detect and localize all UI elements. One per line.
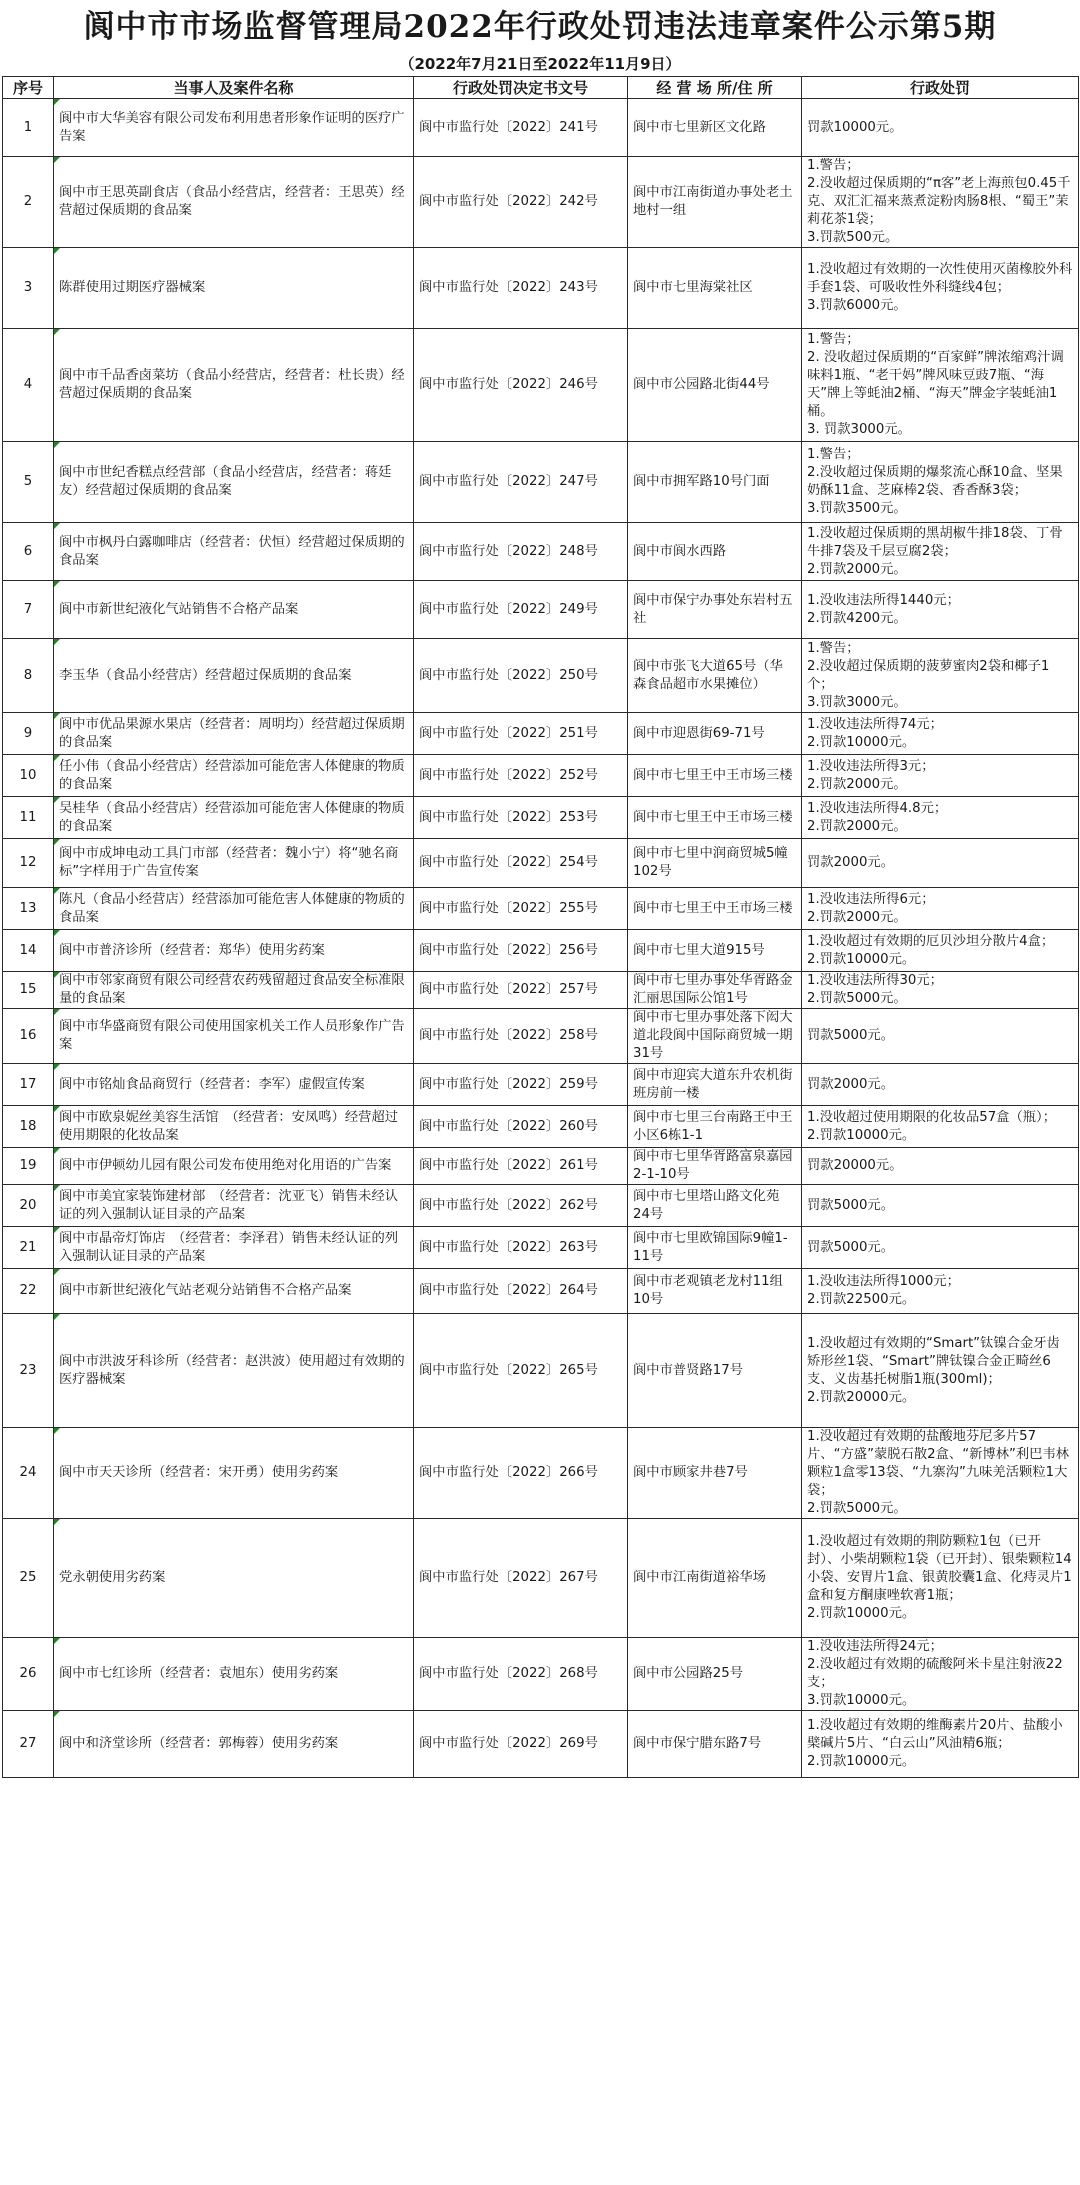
penalty-detail: 罚款5000元。 (802, 1009, 1079, 1064)
decision-number: 阆中市监行处〔2022〕249号 (414, 581, 628, 639)
case-name: 阆中市美宜家装饰建材部 （经营者：沈亚飞）销售未经认证的列入强制认证目录的产品案 (54, 1185, 414, 1227)
table-row (3, 99, 1079, 157)
business-address: 阆中市江南街道办事处老土地村一组 (628, 157, 802, 248)
column-header-location: 经 营 场 所/住 所 (628, 77, 802, 99)
business-address: 阆中市公园路北街44号 (628, 329, 802, 442)
penalty-detail: 1.没收违法所得3元； 2.罚款2000元。 (802, 755, 1079, 797)
decision-number: 阆中市监行处〔2022〕263号 (414, 1227, 628, 1269)
business-address: 阆中市七里欧锦国际9幢1-11号 (628, 1227, 802, 1269)
penalty-detail: 1.没收超过有效期的盐酸地芬尼多片57片、“方盛”蒙脱石散2盒、“新博林”利巴韦林颗粒1盒零13袋、“九寨沟”九味羌活颗粒1大袋； 2.罚款5000元。 (802, 1428, 1079, 1519)
business-address: 阆中市七里办事处落下闳大道北段阆中国际商贸城一期31号 (628, 1009, 802, 1064)
case-name: 阆中市邻家商贸有限公司经营农药残留超过食品安全标准限量的食品案 (54, 972, 414, 1009)
business-address: 阆中市张飞大道65号（华森食品超市水果摊位） (628, 639, 802, 713)
table-row (3, 248, 1079, 329)
case-name: 党永朝使用劣药案 (54, 1519, 414, 1638)
business-address: 阆中市七里办事处华胥路金汇丽思国际公馆1号 (628, 972, 802, 1009)
column-header-ref: 行政处罚决定书文号 (414, 77, 628, 99)
table-row (3, 639, 1079, 713)
business-address: 阆中市七里大道915号 (628, 930, 802, 972)
row-number: 24 (3, 1428, 54, 1519)
row-number: 2 (3, 157, 54, 248)
penalty-detail: 1.警告； 2. 没收超过保质期的“百家鲜”牌浓缩鸡汁调味料1瓶、“老干妈”牌风味豆豉7瓶、“海天”牌上等蚝油2桶、“海天”牌金字装蚝油1桶。 3. 罚款3000元。 (802, 329, 1079, 442)
table-row (3, 839, 1079, 888)
case-name: 阆中市新世纪液化气站销售不合格产品案 (54, 581, 414, 639)
penalty-detail: 1.没收违法所得30元； 2.罚款5000元。 (802, 972, 1079, 1009)
table-row (3, 1711, 1079, 1778)
case-name: 阆中市优品果源水果店（经营者：周明均）经营超过保质期的食品案 (54, 713, 414, 755)
business-address: 阆中市七里王中王市场三楼 (628, 888, 802, 930)
decision-number: 阆中市监行处〔2022〕243号 (414, 248, 628, 329)
decision-number: 阆中市监行处〔2022〕242号 (414, 157, 628, 248)
case-name: 阆中市七红诊所（经营者：袁旭东）使用劣药案 (54, 1638, 414, 1711)
decision-number: 阆中市监行处〔2022〕256号 (414, 930, 628, 972)
decision-number: 阆中市监行处〔2022〕268号 (414, 1638, 628, 1711)
penalty-detail: 1.没收违法所得6元； 2.罚款2000元。 (802, 888, 1079, 930)
row-number: 7 (3, 581, 54, 639)
table-row (3, 1227, 1079, 1269)
penalty-detail: 罚款5000元。 (802, 1185, 1079, 1227)
row-number: 12 (3, 839, 54, 888)
row-number: 9 (3, 713, 54, 755)
case-name: 阆中市王思英副食店（食品小经营店，经营者：王思英）经营超过保质期的食品案 (54, 157, 414, 248)
decision-number: 阆中市监行处〔2022〕250号 (414, 639, 628, 713)
penalty-detail: 1.警告； 2.没收超过保质期的菠萝蜜肉2袋和椰子1个； 3.罚款3000元。 (802, 639, 1079, 713)
table-row (3, 1148, 1079, 1185)
case-name: 阆中市晶帝灯饰店 （经营者：李泽君）销售未经认证的列入强制认证目录的产品案 (54, 1227, 414, 1269)
row-number: 19 (3, 1148, 54, 1185)
business-address: 阆中市七里塔山路文化苑24号 (628, 1185, 802, 1227)
row-number: 27 (3, 1711, 54, 1778)
row-number: 10 (3, 755, 54, 797)
column-header-no: 序号 (3, 77, 54, 99)
table-row (3, 581, 1079, 639)
table-row (3, 523, 1079, 581)
penalty-detail: 1.没收违法所得4.8元； 2.罚款2000元。 (802, 797, 1079, 839)
penalty-detail: 罚款20000元。 (802, 1148, 1079, 1185)
decision-number: 阆中市监行处〔2022〕257号 (414, 972, 628, 1009)
table-row (3, 797, 1079, 839)
penalty-detail: 1.没收超过保质期的黑胡椒牛排18袋、丁骨牛排7袋及千层豆腐2袋； 2.罚款2000元。 (802, 523, 1079, 581)
row-number: 26 (3, 1638, 54, 1711)
penalty-detail: 1.没收违法所得74元； 2.罚款10000元。 (802, 713, 1079, 755)
decision-number: 阆中市监行处〔2022〕253号 (414, 797, 628, 839)
case-name: 阆中市大华美容有限公司发布利用患者形象作证明的医疗广告案 (54, 99, 414, 157)
business-address: 阆中市保宁办事处东岩村五社 (628, 581, 802, 639)
business-address: 阆中市普贤路17号 (628, 1314, 802, 1428)
penalty-detail: 1.没收超过有效期的维酶素片20片、盐酸小檗碱片5片、“白云山”风油精6瓶； 2.罚款10000元。 (802, 1711, 1079, 1778)
penalty-detail: 1.没收超过有效期的“Smart”钛镍合金牙齿矫形丝1袋、“Smart”牌钛镍合金正畸丝6支、义齿基托树脂1瓶(300ml)； 2.罚款20000元。 (802, 1314, 1079, 1428)
penalty-table (2, 76, 1079, 1778)
table-row (3, 1064, 1079, 1106)
decision-number: 阆中市监行处〔2022〕267号 (414, 1519, 628, 1638)
penalty-detail: 罚款5000元。 (802, 1227, 1079, 1269)
decision-number: 阆中市监行处〔2022〕251号 (414, 713, 628, 755)
case-name: 阆中市新世纪液化气站老观分站销售不合格产品案 (54, 1269, 414, 1314)
row-number: 15 (3, 972, 54, 1009)
decision-number: 阆中市监行处〔2022〕241号 (414, 99, 628, 157)
table-header-row (3, 77, 1079, 99)
table-row (3, 442, 1079, 523)
table-row (3, 755, 1079, 797)
case-name: 阆中市伊顿幼儿园有限公司发布使用绝对化用语的广告案 (54, 1148, 414, 1185)
penalty-detail: 罚款2000元。 (802, 839, 1079, 888)
penalty-detail: 1.没收超过使用期限的化妆品57盒（瓶）； 2.罚款10000元。 (802, 1106, 1079, 1148)
row-number: 25 (3, 1519, 54, 1638)
page-subtitle: （2022年7月21日至2022年11月9日） (399, 55, 681, 73)
case-name: 阆中市成坤电动工具门市部（经营者：魏小宁）将“驰名商标”字样用于广告宣传案 (54, 839, 414, 888)
row-number: 16 (3, 1009, 54, 1064)
case-name: 阆中市欧泉妮丝美容生活馆 （经营者：安凤鸣）经营超过使用期限的化妆品案 (54, 1106, 414, 1148)
case-name: 阆中和济堂诊所（经营者：郭梅蓉）使用劣药案 (54, 1711, 414, 1778)
decision-number: 阆中市监行处〔2022〕261号 (414, 1148, 628, 1185)
penalty-detail: 1.警告； 2.没收超过保质期的“π客”老上海煎包0.45千克、双汇汇福来蒸煮淀粉肉肠8根、“蜀王”茉莉花茶1袋； 3.罚款500元。 (802, 157, 1079, 248)
case-name: 阆中市洪波牙科诊所（经营者：赵洪波）使用超过有效期的医疗器械案 (54, 1314, 414, 1428)
business-address: 阆中市七里华胥路富泉嘉园2-1-10号 (628, 1148, 802, 1185)
case-name: 阆中市铭灿食品商贸行（经营者：李军）虚假宣传案 (54, 1064, 414, 1106)
business-address: 阆中市顾家井巷7号 (628, 1428, 802, 1519)
table-row (3, 1314, 1079, 1428)
row-number: 11 (3, 797, 54, 839)
decision-number: 阆中市监行处〔2022〕264号 (414, 1269, 628, 1314)
page-title: 阆中市市场监督管理局2022年行政处罚违法违章案件公示第5期 (83, 9, 997, 45)
table-body (3, 99, 1079, 1778)
column-header-party: 当事人及案件名称 (54, 77, 414, 99)
decision-number: 阆中市监行处〔2022〕246号 (414, 329, 628, 442)
business-address: 阆中市迎恩街69-71号 (628, 713, 802, 755)
case-name: 吴桂华（食品小经营店）经营添加可能危害人体健康的物质的食品案 (54, 797, 414, 839)
table-row (3, 1269, 1079, 1314)
business-address: 阆中市阆水西路 (628, 523, 802, 581)
business-address: 阆中市江南街道裕华场 (628, 1519, 802, 1638)
case-name: 李玉华（食品小经营店）经营超过保质期的食品案 (54, 639, 414, 713)
table-row (3, 1519, 1079, 1638)
case-name: 陈群使用过期医疗器械案 (54, 248, 414, 329)
penalty-detail: 罚款2000元。 (802, 1064, 1079, 1106)
business-address: 阆中市拥军路10号门面 (628, 442, 802, 523)
penalty-detail: 1.没收违法所得24元； 2.没收超过有效期的硫酸阿米卡星注射液22支； 3.罚款10000元。 (802, 1638, 1079, 1711)
decision-number: 阆中市监行处〔2022〕266号 (414, 1428, 628, 1519)
row-number: 23 (3, 1314, 54, 1428)
business-address: 阆中市七里新区文化路 (628, 99, 802, 157)
table-row (3, 1185, 1079, 1227)
case-name: 陈凡（食品小经营店）经营添加可能危害人体健康的物质的食品案 (54, 888, 414, 930)
column-header-penalty: 行政处罚 (802, 77, 1079, 99)
case-name: 阆中市华盛商贸有限公司使用国家机关工作人员形象作广告案 (54, 1009, 414, 1064)
table-row (3, 1638, 1079, 1711)
business-address: 阆中市七里王中王市场三楼 (628, 797, 802, 839)
table-row (3, 1428, 1079, 1519)
row-number: 17 (3, 1064, 54, 1106)
row-number: 21 (3, 1227, 54, 1269)
table-row (3, 930, 1079, 972)
case-name: 阆中市世纪香糕点经营部（食品小经营店，经营者：蒋廷友）经营超过保质期的食品案 (54, 442, 414, 523)
row-number: 5 (3, 442, 54, 523)
table-row (3, 1106, 1079, 1148)
row-number: 6 (3, 523, 54, 581)
table-row (3, 1009, 1079, 1064)
decision-number: 阆中市监行处〔2022〕255号 (414, 888, 628, 930)
penalty-detail: 1.警告； 2.没收超过保质期的爆浆流心酥10盒、坚果奶酥11盒、芝麻棒2袋、香香酥3袋； 3.罚款3500元。 (802, 442, 1079, 523)
decision-number: 阆中市监行处〔2022〕254号 (414, 839, 628, 888)
penalty-detail: 1.没收超过有效期的厄贝沙坦分散片4盒； 2.罚款10000元。 (802, 930, 1079, 972)
business-address: 阆中市保宁腊东路7号 (628, 1711, 802, 1778)
business-address: 阆中市公园路25号 (628, 1638, 802, 1711)
row-number: 13 (3, 888, 54, 930)
decision-number: 阆中市监行处〔2022〕265号 (414, 1314, 628, 1428)
business-address: 阆中市七里王中王市场三楼 (628, 755, 802, 797)
table-row (3, 713, 1079, 755)
business-address: 阆中市七里三台南路王中王小区6栋1-1 (628, 1106, 802, 1148)
row-number: 1 (3, 99, 54, 157)
row-number: 18 (3, 1106, 54, 1148)
penalty-detail: 1.没收违法所得1000元； 2.罚款22500元。 (802, 1269, 1079, 1314)
decision-number: 阆中市监行处〔2022〕259号 (414, 1064, 628, 1106)
row-number: 14 (3, 930, 54, 972)
decision-number: 阆中市监行处〔2022〕248号 (414, 523, 628, 581)
row-number: 4 (3, 329, 54, 442)
table-row (3, 888, 1079, 930)
penalty-detail: 罚款10000元。 (802, 99, 1079, 157)
table-row (3, 157, 1079, 248)
penalty-detail: 1.没收违法所得1440元； 2.罚款4200元。 (802, 581, 1079, 639)
business-address: 阆中市七里中润商贸城5幢102号 (628, 839, 802, 888)
case-name: 阆中市千品香卤菜坊（食品小经营店，经营者：杜长贵）经营超过保质期的食品案 (54, 329, 414, 442)
decision-number: 阆中市监行处〔2022〕252号 (414, 755, 628, 797)
case-name: 阆中市普济诊所（经营者：郑华）使用劣药案 (54, 930, 414, 972)
business-address: 阆中市迎宾大道东升农机街班房前一楼 (628, 1064, 802, 1106)
penalty-detail: 1.没收超过有效期的一次性使用灭菌橡胶外科手套1袋、可吸收性外科缝线4包； 3.罚款6000元。 (802, 248, 1079, 329)
table-row (3, 329, 1079, 442)
decision-number: 阆中市监行处〔2022〕269号 (414, 1711, 628, 1778)
case-name: 任小伟（食品小经营店）经营添加可能危害人体健康的物质的食品案 (54, 755, 414, 797)
row-number: 20 (3, 1185, 54, 1227)
table-row (3, 972, 1079, 1009)
case-name: 阆中市天天诊所（经营者：宋开勇）使用劣药案 (54, 1428, 414, 1519)
penalty-detail: 1.没收超过有效期的荆防颗粒1包（已开封）、小柴胡颗粒1袋（已开封）、银柴颗粒14小袋、安胃片1盒、银黄胶囊1盒、化痔灵片1盒和复方酮康唑软膏1瓶； 2.罚款10000元。 (802, 1519, 1079, 1638)
decision-number: 阆中市监行处〔2022〕247号 (414, 442, 628, 523)
row-number: 8 (3, 639, 54, 713)
business-address: 阆中市老观镇老龙村11组10号 (628, 1269, 802, 1314)
row-number: 3 (3, 248, 54, 329)
business-address: 阆中市七里海棠社区 (628, 248, 802, 329)
decision-number: 阆中市监行处〔2022〕258号 (414, 1009, 628, 1064)
row-number: 22 (3, 1269, 54, 1314)
decision-number: 阆中市监行处〔2022〕260号 (414, 1106, 628, 1148)
case-name: 阆中市枫丹白露咖啡店（经营者：伏恒）经营超过保质期的食品案 (54, 523, 414, 581)
decision-number: 阆中市监行处〔2022〕262号 (414, 1185, 628, 1227)
